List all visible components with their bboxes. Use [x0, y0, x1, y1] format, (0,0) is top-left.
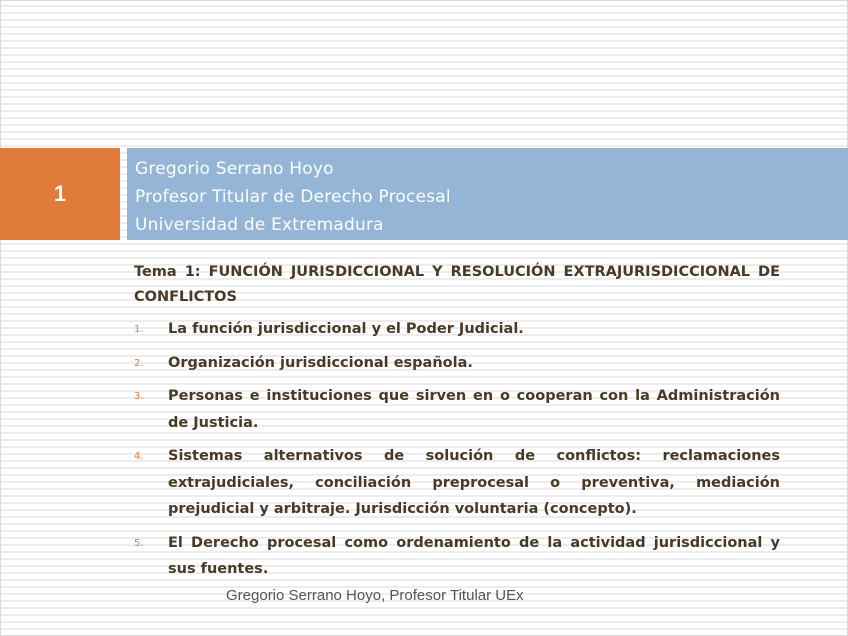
topic-item-1 [134, 316, 780, 343]
topic-item-5 [134, 530, 780, 583]
title-author: Gregorio Serrano Hoyo [135, 159, 334, 179]
title-position: Profesor Titular de Derecho Procesal [135, 187, 451, 207]
topic-item-text: El Derecho procesal como ordenamiento de la actividad jurisdiccional y sus fuentes. [168, 534, 780, 577]
title-bar [127, 148, 848, 240]
slide-content [134, 260, 780, 590]
topic-item-text: Personas e instituciones que sirven en o cooperan con la Administración de Justicia. [168, 388, 780, 431]
footer-credit: Gregorio Serrano Hoyo, Profesor Titular UEx [226, 587, 524, 604]
topic-item-2 [134, 350, 780, 377]
topic-list [134, 316, 780, 583]
slide-number: 1 [53, 181, 67, 206]
topic-item-4 [134, 443, 780, 523]
topic-item-number: 3. [134, 391, 144, 402]
topic-item-text: Sistemas alternativos de solución de conflictos: reclamaciones extrajudiciales, conciliación preprocesal o preventiva, mediación prejudicial y arbitraje. Jurisdicción voluntaria (concepto). [168, 448, 780, 517]
topic-item-text: La función jurisdiccional y el Poder Judicial. [168, 321, 524, 337]
title-institution: Universidad de Extremadura [135, 215, 384, 235]
topic-item-number: 4. [134, 451, 144, 462]
slide-number-box [0, 148, 120, 240]
topic-item-number: 5. [134, 537, 144, 549]
topic-heading: Tema 1: FUNCIÓN JURISDICCIONAL Y RESOLUCIÓN EXTRAJURISDICCIONAL DE CONFLICTOS [134, 264, 780, 305]
topic-item-text: Organización jurisdiccional española. [168, 354, 473, 371]
topic-item-3 [134, 383, 780, 436]
topic-item-number: 2. [134, 357, 144, 369]
topic-item-number: 1. [134, 324, 144, 335]
